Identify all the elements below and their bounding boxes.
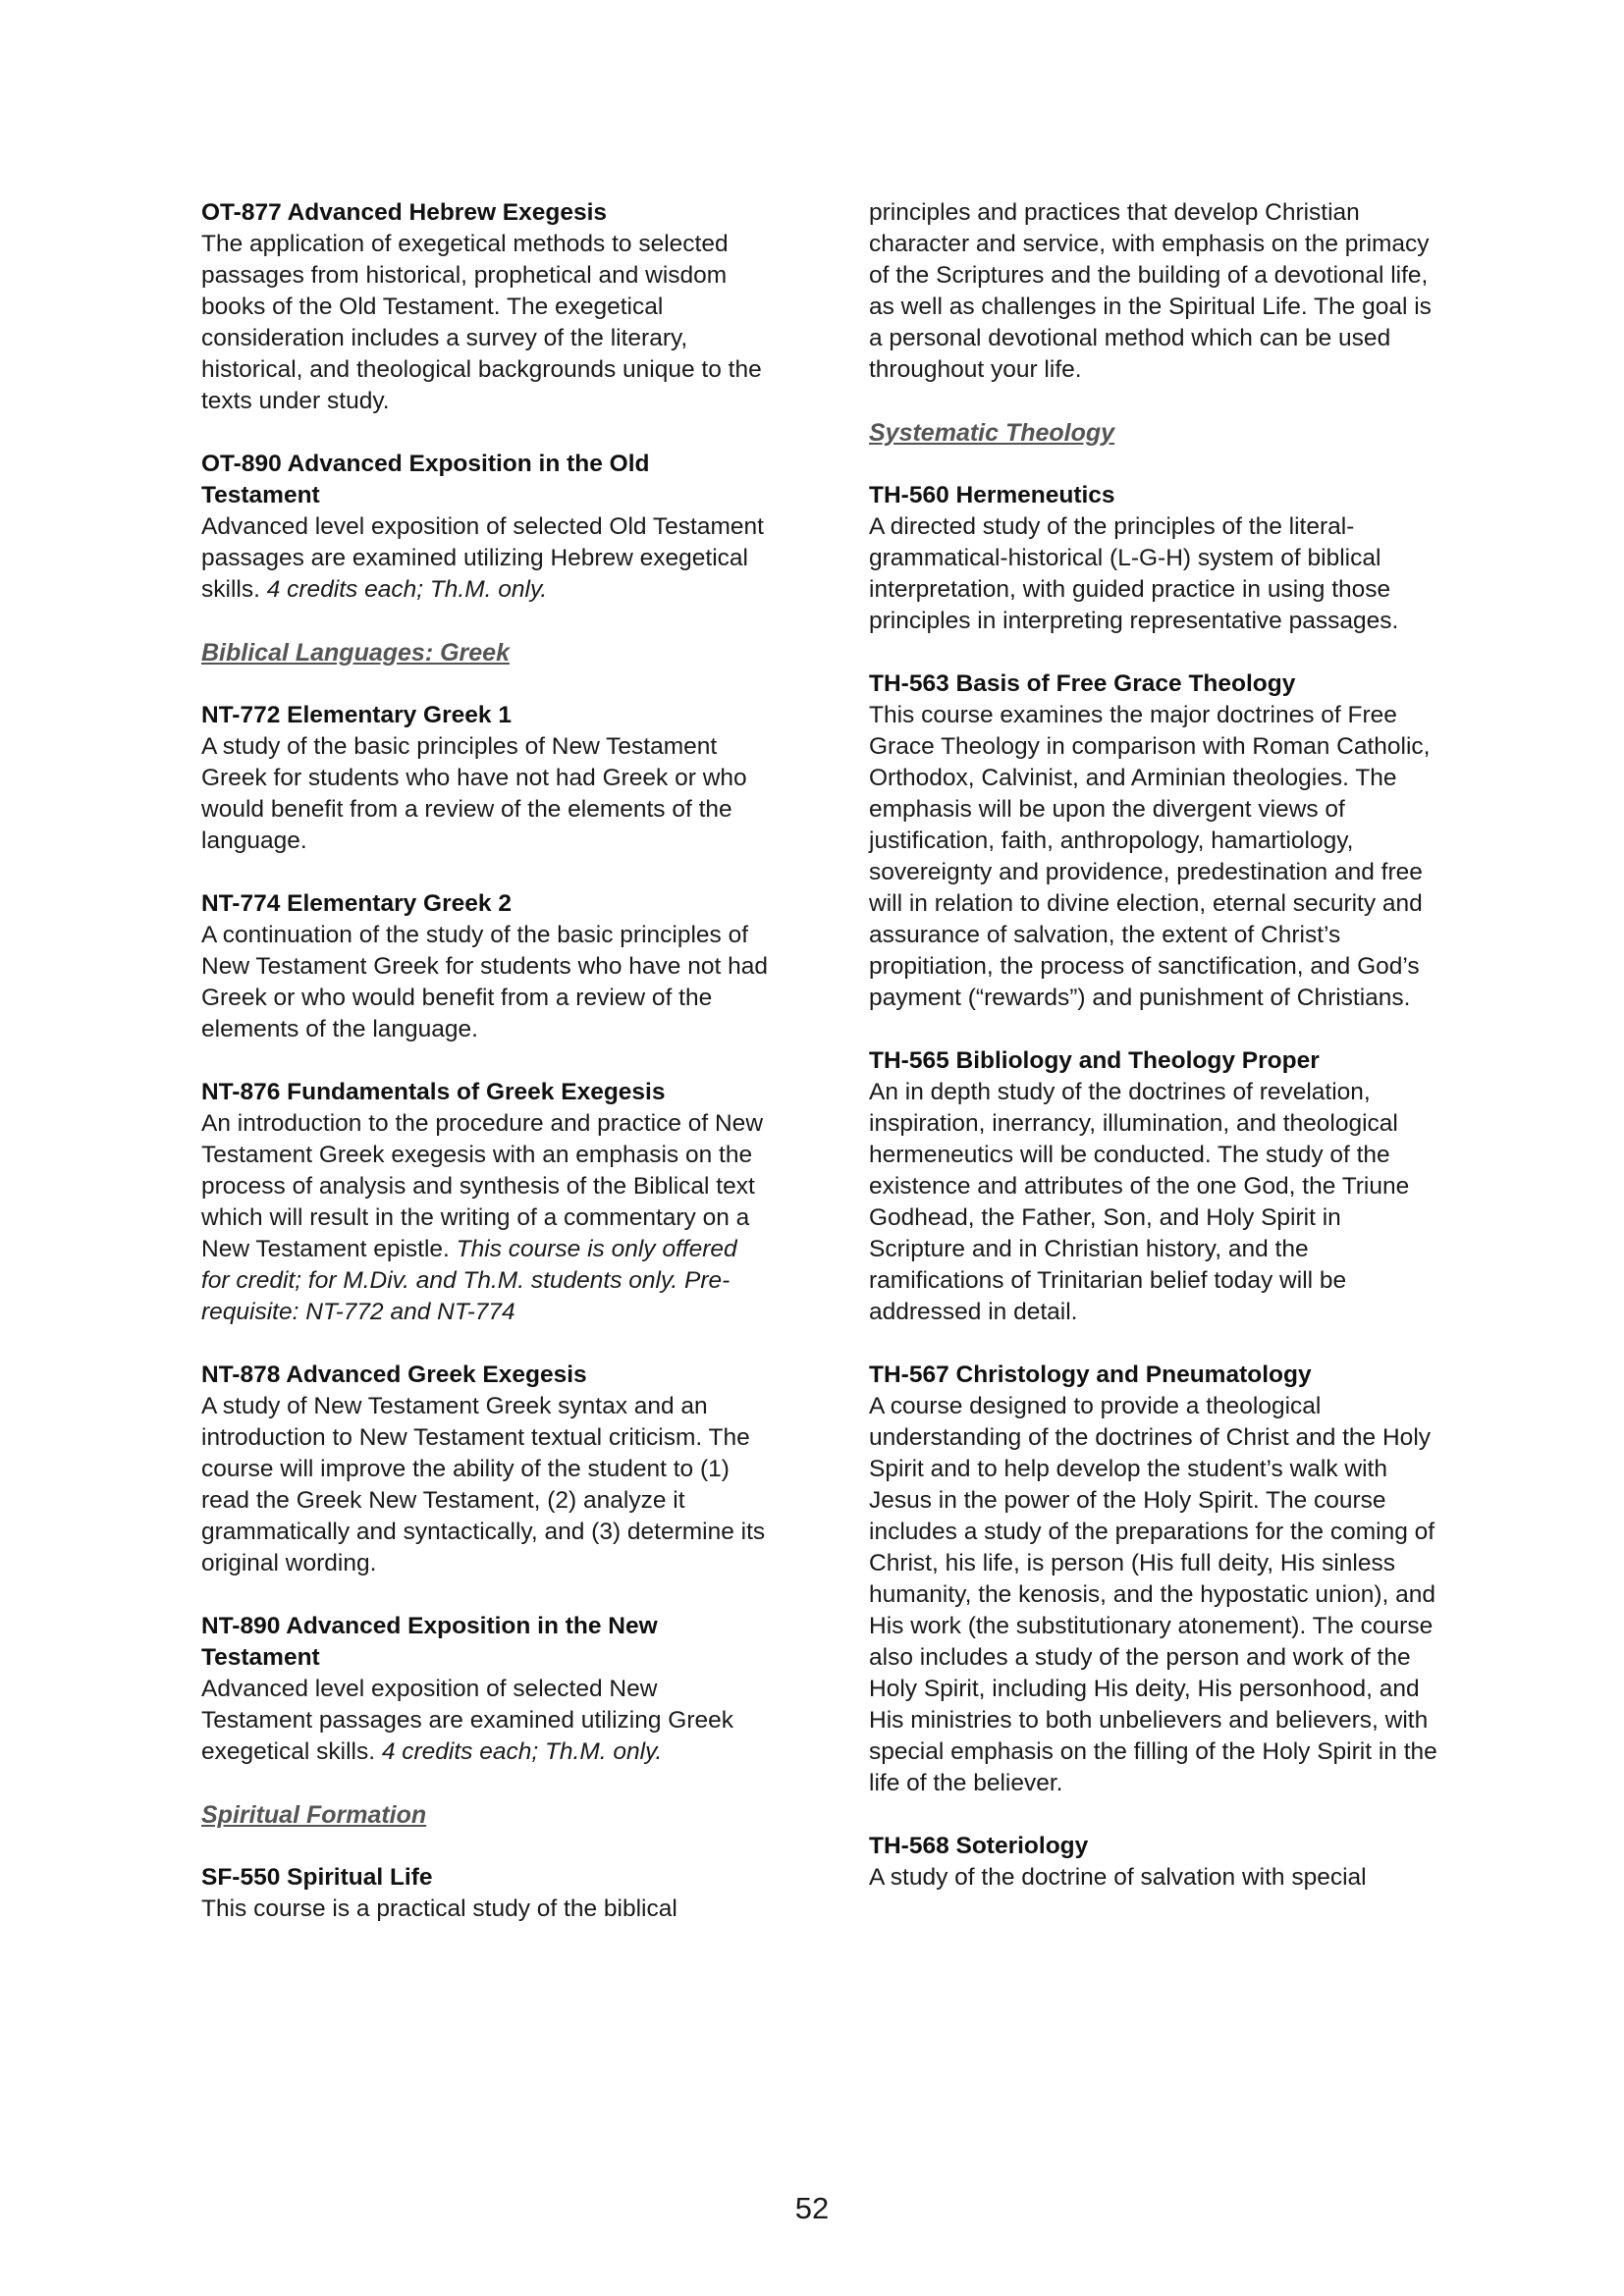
course-description: principles and practices that develop Christian character and service, with emphasis on the primacy of the Scriptures and the building of a devotional life, as well as challenges in the Spiritual Life. The goal is a personal devotional method which can be used throughout your life.	[869, 199, 1432, 383]
course-description	[201, 1674, 771, 1768]
course-entry-sf550	[201, 1862, 771, 1925]
course-entry-ot877	[201, 197, 771, 417]
course-title: OT-877 Advanced Hebrew Exegesis	[201, 199, 608, 226]
course-description: A study of the basic principles of New Testament Greek for students who have not had Greek or who would benefit from a review of the elements of the language.	[201, 733, 747, 854]
course-entry-ot890	[201, 449, 771, 606]
page-number: 52	[794, 2191, 830, 2225]
course-entry-th563	[869, 668, 1438, 1014]
course-description-text: An introduction to the procedure and practice of New Testament Greek exegesis with an emphasis on the process of analysis and synthesis of the Biblical text which will result in the writing of a commentary on a New Testament epistle.	[201, 1110, 764, 1262]
course-description: A continuation of the study of the basic principles of New Testament Greek for students who have not had Greek or who would benefit from a review of the elements of the language.	[201, 922, 768, 1042]
course-note: This course is only offered for credit; for M.Div. and Th.M. students only. Pre-requisite: NT-772 and NT-774	[201, 1236, 737, 1325]
right-column	[869, 197, 1438, 1925]
course-title: OT-890 Advanced Exposition in the Old Testament	[201, 451, 650, 508]
course-description-text: Advanced level exposition of selected Old Testament passages are examined utilizing Hebrew exegetical skills.	[201, 513, 764, 603]
course-entry-nt890	[201, 1611, 771, 1768]
course-entry-nt876	[201, 1077, 771, 1328]
course-title: SF-550 Spiritual Life	[201, 1864, 433, 1891]
section-heading-spiritual-formation: Spiritual Formation	[201, 1801, 427, 1829]
course-note: 4 credits each; Th.M. only.	[381, 1738, 663, 1765]
course-description	[201, 511, 771, 606]
course-entry-nt772	[201, 700, 771, 857]
course-title: TH-563 Basis of Free Grace Theology	[869, 670, 1296, 697]
course-title: NT-878 Advanced Greek Exegesis	[201, 1362, 587, 1388]
course-description: This course examines the major doctrines of Free Grace Theology in comparison with Roman Catholic, Orthodox, Calvinist, and Arminian theologies. The emphasis will be upon the divergent views of justification, faith, anthropology, hamartiology, sovereignty and providence, predestination and free will in relation to divine election, eternal security and assurance of salvation, the extent of Christ’s propitiation, the process of sanctification, and God’s payment (“rewards”) and punishment of Christians.	[869, 702, 1431, 1011]
course-description	[201, 1108, 771, 1328]
course-title: NT-774 Elementary Greek 2	[201, 890, 512, 917]
course-description: A course designed to provide a theological understanding of the doctrines of Christ and the Holy Spirit and to help develop the student’s walk with Jesus in the power of the Holy Spirit. The course includes a study of the preparations for the coming of Christ, his life, is person (His full deity, His sinless humanity, the kenosis, and the hypostatic union), and His work (the substitutionary atonement). The course also includes a study of the person and work of the Holy Spirit, including His deity, His personhood, and His ministries to both unbelievers and believers, with special emphasis on the filling of the Holy Spirit in the life of the believer.	[869, 1393, 1437, 1796]
course-entry-th565	[869, 1045, 1438, 1328]
course-title: NT-772 Elementary Greek 1	[201, 702, 512, 728]
course-description: A directed study of the principles of the literal-grammatical-historical (L-G-H) system of biblical interpretation, with guided practice in using those principles in interpreting representative passages.	[869, 513, 1399, 634]
course-title: TH-560 Hermeneutics	[869, 482, 1115, 508]
course-entry-th567	[869, 1360, 1438, 1799]
course-title: NT-876 Fundamentals of Greek Exegesis	[201, 1079, 666, 1105]
course-note: 4 credits each; Th.M. only.	[266, 576, 548, 603]
course-title: TH-568 Soteriology	[869, 1833, 1089, 1859]
course-description: A study of New Testament Greek syntax and an introduction to New Testament textual criticism. The course will improve the ability of the student to (1) read the Greek New Testament, (2) analyze it grammatically and syntactically, and (3) determine its original wording.	[201, 1393, 766, 1576]
course-description-text: Advanced level exposition of selected New Testament passages are examined utilizing Greek exegetical skills.	[201, 1676, 734, 1765]
course-description: An in depth study of the doctrines of revelation, inspiration, inerrancy, illumination, and theological hermeneutics will be conducted. The study of the existence and attributes of the one God, the Triune Godhead, the Father, Son, and Holy Spirit in Scripture and in Christian history, and the ramifications of Trinitarian belief today will be addressed in detail.	[869, 1079, 1410, 1325]
course-entry-th568	[869, 1831, 1438, 1894]
course-entry-nt774	[201, 888, 771, 1045]
course-description: The application of exegetical methods to selected passages from historical, prophetical and wisdom books of the Old Testament. The exegetical consideration includes a survey of the literary, historical, and theological backgrounds unique to the texts under study.	[201, 231, 762, 414]
section-heading-greek: Biblical Languages: Greek	[201, 639, 510, 667]
course-title: TH-565 Bibliology and Theology Proper	[869, 1047, 1320, 1074]
course-entry-sf550-continued	[869, 197, 1438, 386]
section-heading-systematic-theology: Systematic Theology	[869, 419, 1115, 447]
course-entry-nt878	[201, 1360, 771, 1579]
course-entry-th560	[869, 480, 1438, 637]
course-description: This course is a practical study of the biblical	[201, 1896, 677, 1922]
course-title: TH-567 Christology and Pneumatology	[869, 1362, 1312, 1388]
course-description: A study of the doctrine of salvation with special	[869, 1864, 1367, 1891]
left-column	[201, 197, 771, 1956]
course-title: NT-890 Advanced Exposition in the New Testament	[201, 1613, 658, 1671]
